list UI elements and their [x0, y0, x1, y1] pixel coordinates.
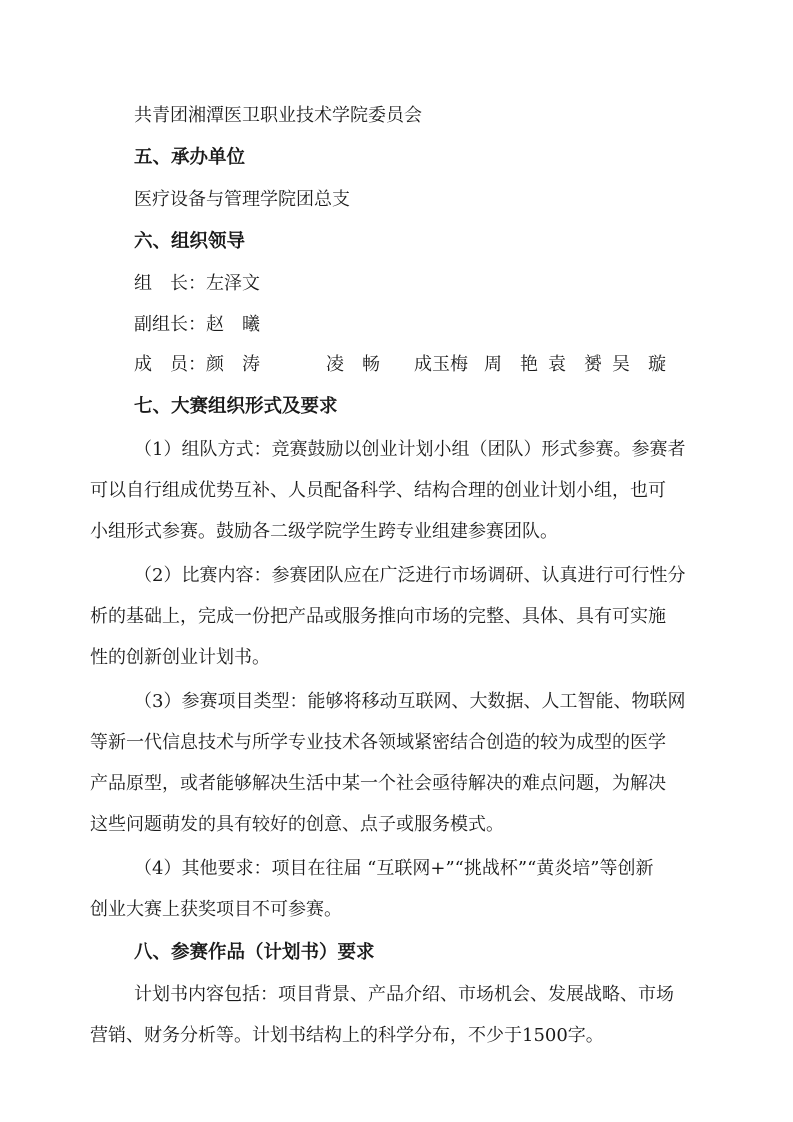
paragraph-line: （4）其他要求：项目在往届 “互联网+”“挑战杯”“黄炎培”等创新 — [134, 858, 654, 879]
paragraph-line: 可以自行组成优势互补、人员配备科学、结构合理的创业计划小组，也可 — [90, 480, 666, 501]
paragraph-line: 计划书内容包括：项目背景、产品介绍、市场机会、发展战略、市场 — [134, 984, 674, 1005]
paragraph-line: 这些问题萌发的具有较好的创意、点子或服务模式。 — [90, 814, 504, 835]
section-5-text: 医疗设备与管理学院团总支 — [134, 189, 350, 210]
paragraph-line: （2）比赛内容：参赛团队应在广泛进行市场调研、认真进行可行性分 — [134, 565, 686, 586]
section-7-heading: 七、大赛组织形式及要求 — [134, 396, 338, 417]
paragraph-line: （3）参赛项目类型：能够将移动互联网、大数据、人工智能、物联网 — [134, 691, 686, 712]
paragraph-line: 营销、财务分析等。计划书结构上的科学分布，不少于1500字。 — [90, 1025, 604, 1046]
members-line — [134, 353, 666, 377]
paragraph-line: 产品原型，或者能够解决生活中某一个社会亟待解决的难点问题，为解决 — [90, 773, 666, 794]
paragraph-line: 等新一代信息技术与所学专业技术各领域紧密结合创造的较为成型的医学 — [90, 732, 666, 753]
paragraph-line: 创业大赛上获奖项目不可参赛。 — [90, 899, 342, 920]
member-name: 袁 赟 — [548, 354, 602, 375]
member-name: 凌 畅 — [326, 354, 380, 375]
organizer-name: 共青团湘潭医卫职业技术学院委员会 — [134, 105, 422, 126]
vice-leader-line: 副组长：赵 曦 — [134, 314, 260, 335]
section-6-heading: 六、组织领导 — [134, 231, 246, 252]
paragraph-line: 析的基础上，完成一份把产品或服务推向市场的完整、具体、具有可实施 — [90, 606, 666, 627]
member-name: 吴 璇 — [612, 354, 666, 375]
leader-line: 组 长：左泽文 — [134, 273, 260, 294]
section-8-heading: 八、参赛作品（计划书）要求 — [134, 942, 375, 963]
members-label: 成 员：颜 涛 — [134, 354, 260, 375]
member-name: 周 艳 — [484, 354, 538, 375]
member-name: 成玉梅 — [414, 354, 468, 375]
paragraph-line: 小组形式参赛。鼓励各二级学院学生跨专业组建参赛团队。 — [90, 521, 558, 542]
section-5-heading: 五、承办单位 — [134, 147, 246, 168]
paragraph-line: 性的创新创业计划书。 — [90, 647, 270, 668]
paragraph-line: （1）组队方式：竞赛鼓励以创业计划小组（团队）形式参赛。参赛者 — [134, 439, 686, 460]
